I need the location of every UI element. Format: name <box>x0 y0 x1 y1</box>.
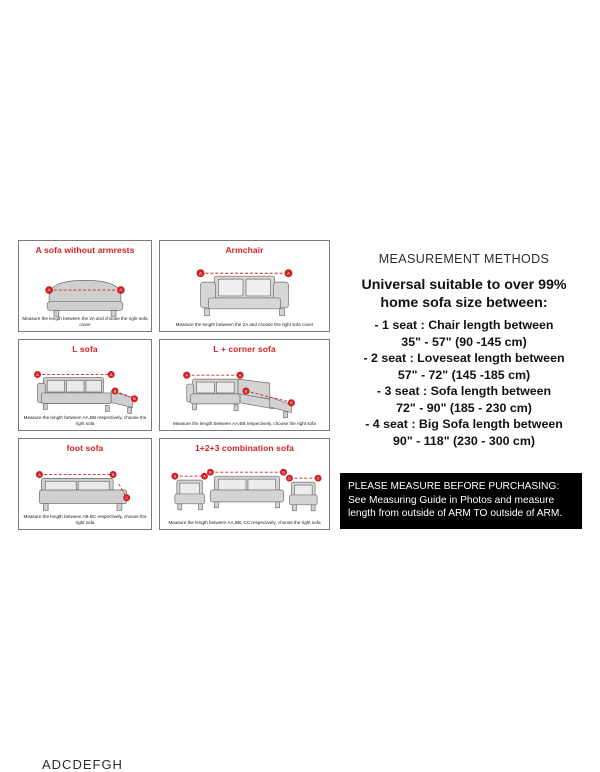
sofa-type-grid <box>18 240 330 537</box>
headline-line-1: Universal suitable to over 99% <box>361 277 567 293</box>
bullet-2-seat-value: 57" - 72" (145 -185 cm) <box>397 367 531 382</box>
measurement-info-panel <box>340 252 588 449</box>
svg-text:B: B <box>209 470 212 475</box>
svg-text:A: A <box>199 270 203 276</box>
svg-text:B: B <box>113 388 117 394</box>
svg-text:A: A <box>119 287 123 293</box>
measure-before-purchasing-notice: PLEASE MEASURE BEFORE PURCHASING: See Measuring Guide in Photos and measure length from outside of ARM TO outside of ARM. <box>340 473 582 529</box>
svg-text:A: A <box>185 372 189 378</box>
svg-text:C: C <box>316 476 320 481</box>
grid-row-2 <box>18 339 330 431</box>
svg-text:A: A <box>286 270 290 276</box>
headline <box>340 276 588 312</box>
card-l-sofa <box>18 339 152 431</box>
svg-text:C: C <box>125 495 129 501</box>
card-caption: Measure the length between AA,BB, CC respectively, choose the right sofa <box>168 520 321 525</box>
bullet-4-seat-label: - 4 seat : Big Sofa length between <box>365 417 563 431</box>
card-caption: Measure the length between AA,BB respectively, choose the right sofa <box>173 421 316 426</box>
svg-text:B: B <box>290 400 293 406</box>
card-title: 1+2+3 combination sofa <box>194 443 295 453</box>
size-bullet-list <box>340 317 588 449</box>
card-title: A sofa without armrests <box>35 245 135 255</box>
card-title: Armchair <box>225 245 264 255</box>
bullet-2-seat-label: - 2 seat : Loveseat length between <box>363 351 565 365</box>
card-caption: Measure the length between AA,BB respectively, choose the right sofa <box>23 415 147 426</box>
headline-line-2: home sofa size between: <box>380 295 548 311</box>
svg-text:B: B <box>244 388 248 394</box>
armchair-illustration <box>163 256 326 328</box>
svg-text:A: A <box>203 474 206 479</box>
svg-text:B: B <box>282 470 285 475</box>
bullet-3-seat-label: - 3 seat : Sofa length between <box>376 384 552 398</box>
bottom-cropped-text: ADCDEFGH <box>42 757 123 772</box>
combination-sofa-illustration <box>163 454 326 526</box>
card-sofa-without-armrests <box>18 240 152 332</box>
measurement-methods-title: MEASUREMENT METHODS <box>378 252 550 266</box>
svg-text:B: B <box>111 471 115 477</box>
bullet-3-seat-value: 72" - 90" (185 - 230 cm) <box>396 400 532 415</box>
bullet-4-seat-value: 90" - 118" (230 - 300 cm) <box>393 433 535 448</box>
svg-text:A: A <box>47 287 51 293</box>
card-armchair <box>159 240 330 332</box>
svg-text:A: A <box>238 372 242 378</box>
card-title: L sofa <box>72 344 98 354</box>
svg-text:A: A <box>38 471 41 477</box>
card-combination-sofa <box>159 438 330 530</box>
svg-text:A: A <box>173 474 177 479</box>
card-title: foot sofa <box>66 443 104 453</box>
bullet-1-seat-label: - 1 seat : Chair length between <box>374 318 554 332</box>
card-caption: Measure the length between the 2A and choose the right sofa cover <box>22 316 148 327</box>
svg-text:A: A <box>109 371 113 377</box>
bullet-1-seat-value: 35" - 57" (90 -145 cm) <box>401 334 527 349</box>
card-title: L + corner sofa <box>213 344 276 354</box>
card-foot-sofa <box>18 438 152 530</box>
card-l-corner-sofa <box>159 339 330 431</box>
svg-text:B: B <box>133 396 136 402</box>
card-caption: Measure the length between AB BC respectively, choose the right sofa <box>23 514 147 525</box>
svg-text:A: A <box>36 371 39 377</box>
card-caption: Measure the length between the 2A and choose the right sofa cover <box>175 322 314 327</box>
grid-row-1 <box>18 240 330 332</box>
l-corner-sofa-illustration <box>163 355 326 427</box>
grid-row-3 <box>18 438 330 530</box>
svg-text:C: C <box>288 476 291 481</box>
